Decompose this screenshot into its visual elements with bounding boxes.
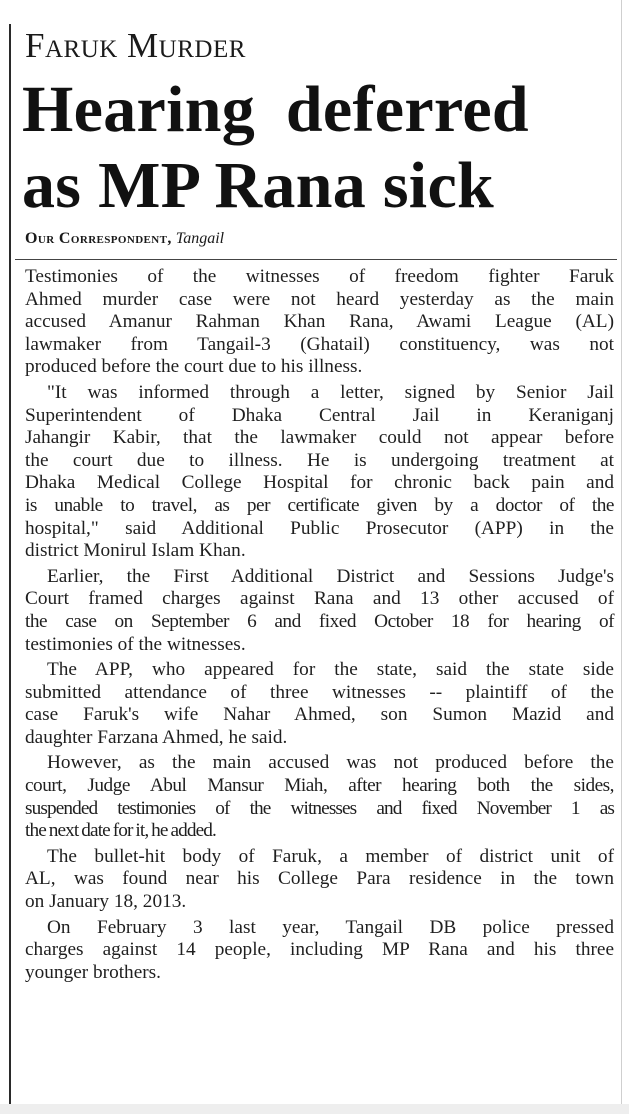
article-paragraph <box>25 752 614 842</box>
text-line: younger brothers. <box>25 961 162 983</box>
text-line: is unable to travel, as per certificate given by a doctor of the <box>25 494 614 516</box>
text-line: on January 18, 2013. <box>25 891 187 913</box>
text-line: "It was informed through a letter, signed by Senior Jail <box>47 381 614 403</box>
text-line: AL, was found near his College Para residence in the town <box>25 868 614 890</box>
article-paragraph <box>25 917 614 985</box>
text-line: The bullet-hit body of Faruk, a member of district unit of <box>47 845 614 867</box>
text-line: Earlier, the First Additional District and Sessions Judge's <box>47 565 614 587</box>
text-line: Dhaka Medical College Hospital for chronic back pain and <box>25 472 614 494</box>
article-paragraph <box>25 659 614 749</box>
text-line: Superintendent of Dhaka Central Jail in Keraniganj <box>25 404 614 426</box>
text-line: lawmaker from Tangail-3 (Ghatail) constituency, was not <box>25 333 614 355</box>
section-kicker: Faruk Murder <box>25 26 246 65</box>
text-line: submitted attendance of three witnesses -- plaintiff of the <box>25 681 614 703</box>
text-line: testimonies of the witnesses. <box>25 633 246 655</box>
text-line: district Monirul Islam Khan. <box>25 540 246 562</box>
text-line: Jahangir Kabir, that the lawmaker could not appear before <box>25 427 614 449</box>
byline <box>25 229 224 249</box>
article-body <box>25 266 614 987</box>
page-bottom-edge <box>0 1104 629 1114</box>
article-paragraph <box>25 566 614 656</box>
text-line: hospital," said Additional Public Prosecutor (APP) in the <box>25 517 614 539</box>
text-line: the next date for it, he added. <box>25 820 216 842</box>
text-line: daughter Farzana Ahmed, he said. <box>25 726 288 748</box>
text-line: However, as the main accused was not produced before the <box>47 752 614 774</box>
byline-author: Our Correspondent, <box>25 230 172 247</box>
headline-line-1: Hearing deferred <box>22 73 529 146</box>
column-rule-left <box>9 24 11 1104</box>
headline <box>22 72 617 224</box>
text-line: the case on September 6 and fixed October 18 for hearing of <box>25 610 614 632</box>
text-line: accused Amanur Rahman Khan Rana, Awami League (AL) <box>25 311 614 333</box>
headline-line-2: as MP Rana sick <box>22 149 495 222</box>
article-paragraph <box>25 846 614 914</box>
article-paragraph <box>25 382 614 563</box>
text-line: the court due to illness. He is undergoing treatment at <box>25 449 614 471</box>
byline-location: Tangail <box>175 230 225 247</box>
text-line: case Faruk's wife Nahar Ahmed, son Sumon Mazid and <box>25 704 614 726</box>
headline-divider <box>15 259 617 260</box>
column-rule-right <box>621 0 622 1114</box>
text-line: Court framed charges against Rana and 13 other accused of <box>25 588 614 610</box>
text-line: produced before the court due to his illness. <box>25 356 363 378</box>
text-line: court, Judge Abul Mansur Miah, after hearing both the sides, <box>25 775 614 797</box>
text-line: suspended testimonies of the witnesses and fixed November 1 as <box>25 797 614 819</box>
text-line: Testimonies of the witnesses of freedom fighter Faruk <box>25 266 614 287</box>
text-line: charges against 14 people, including MP Rana and his three <box>25 939 614 961</box>
text-line: Ahmed murder case were not heard yesterday as the main <box>25 288 614 310</box>
article-paragraph <box>25 266 614 379</box>
text-line: On February 3 last year, Tangail DB police pressed <box>47 916 614 938</box>
text-line: The APP, who appeared for the state, said the state side <box>47 659 614 681</box>
